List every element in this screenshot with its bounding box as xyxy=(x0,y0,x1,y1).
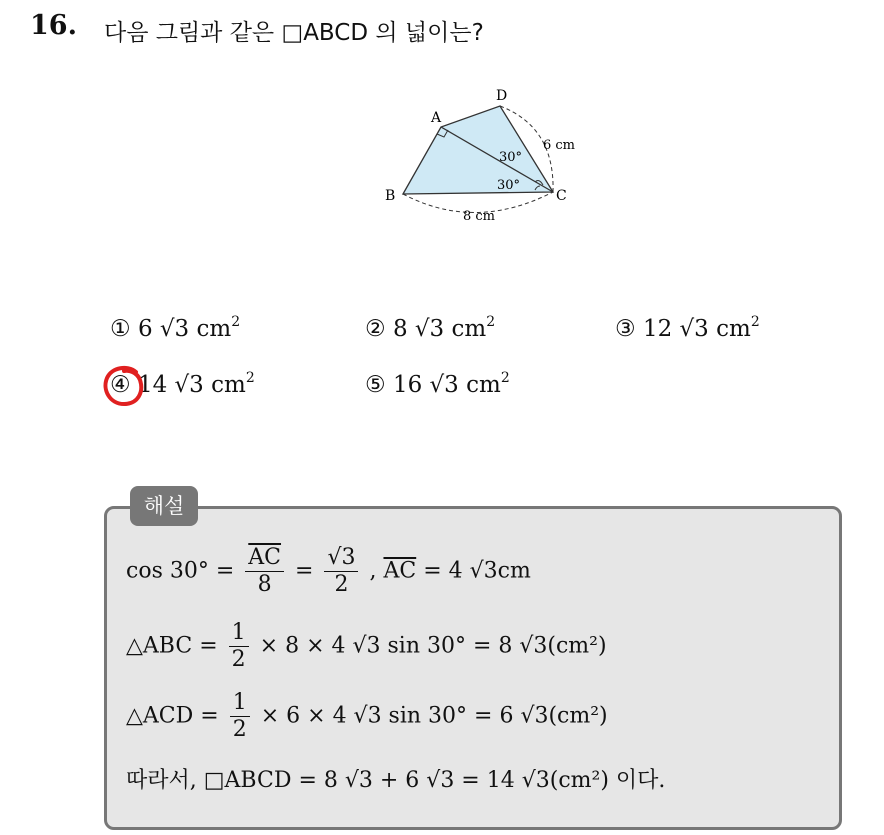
label-angle-bottom: 30° xyxy=(497,178,521,193)
choice-sup: 2 xyxy=(231,314,241,330)
choice-text: 8 √3 cm xyxy=(392,316,487,342)
solution-tab: 해설 xyxy=(130,486,198,526)
fraction-root3-2 xyxy=(324,545,358,598)
label-bc: 8 cm xyxy=(463,209,496,224)
fraction-half xyxy=(230,690,250,743)
choice-5[interactable] xyxy=(365,370,510,398)
question-number: 16. xyxy=(30,10,77,41)
choice-number: ③ xyxy=(615,316,636,342)
choice-number: ② xyxy=(365,316,386,342)
choice-number: ① xyxy=(110,316,131,342)
choice-sup: 2 xyxy=(500,370,510,386)
answer-circle-mark xyxy=(102,364,146,408)
choice-text: 16 √3 cm xyxy=(392,372,501,398)
comma: , xyxy=(369,558,377,584)
label-b: B xyxy=(385,188,396,204)
label-a: A xyxy=(431,110,442,126)
question-text: 다음 그림과 같은 □ABCD 의 넓이는? xyxy=(104,20,484,46)
frac-den: 8 xyxy=(257,572,272,597)
fraction-ac-8 xyxy=(245,545,284,598)
line2-lhs: △ABC = xyxy=(126,633,218,659)
frac-num: 1 xyxy=(230,690,250,717)
line3-lhs: △ACD = xyxy=(126,703,219,729)
frac-num: √3 xyxy=(324,545,358,572)
quadrilateral-shape xyxy=(403,106,553,194)
quadrilateral-figure xyxy=(375,82,595,232)
choice-1[interactable] xyxy=(110,314,240,342)
segment-ac: $\overline{AC}$ xyxy=(383,558,417,584)
frac-num: $\overline{AC}$ xyxy=(245,545,284,572)
frac-den: 2 xyxy=(232,717,247,742)
fraction-half xyxy=(229,620,249,673)
choice-sup: 2 xyxy=(245,370,255,386)
choice-number: ⑤ xyxy=(365,372,386,398)
choice-text: 14 √3 cm xyxy=(137,372,246,398)
ac-value: = 4 √3cm xyxy=(423,558,531,584)
solution-line-1 xyxy=(126,545,531,598)
solution-line-2 xyxy=(126,620,607,673)
solution-line-3 xyxy=(126,690,608,743)
frac-den: 2 xyxy=(231,647,246,672)
choice-3[interactable] xyxy=(615,314,760,342)
choice-sup: 2 xyxy=(750,314,760,330)
frac-num: 1 xyxy=(229,620,249,647)
label-angle-top: 30° xyxy=(499,150,523,165)
choice-number: ④ xyxy=(110,372,131,398)
label-cd: 6 cm xyxy=(543,138,576,153)
choice-2[interactable] xyxy=(365,314,495,342)
line2-rest: × 8 × 4 √3 sin 30° = 8 √3(cm²) xyxy=(259,633,607,659)
choice-text: 12 √3 cm xyxy=(642,316,751,342)
solution-line-4: 따라서, □ABCD = 8 √3 + 6 √3 = 14 √3(cm²) 이다. xyxy=(126,768,666,793)
equals-sign: = xyxy=(295,558,314,584)
line3-rest: × 6 × 4 √3 sin 30° = 6 √3(cm²) xyxy=(260,703,608,729)
choice-sup: 2 xyxy=(486,314,496,330)
label-d: D xyxy=(496,88,508,104)
label-c: C xyxy=(556,188,567,204)
frac-den: 2 xyxy=(334,572,349,597)
line1-lhs: cos 30° = xyxy=(126,558,235,584)
choice-text: 6 √3 cm xyxy=(137,316,232,342)
